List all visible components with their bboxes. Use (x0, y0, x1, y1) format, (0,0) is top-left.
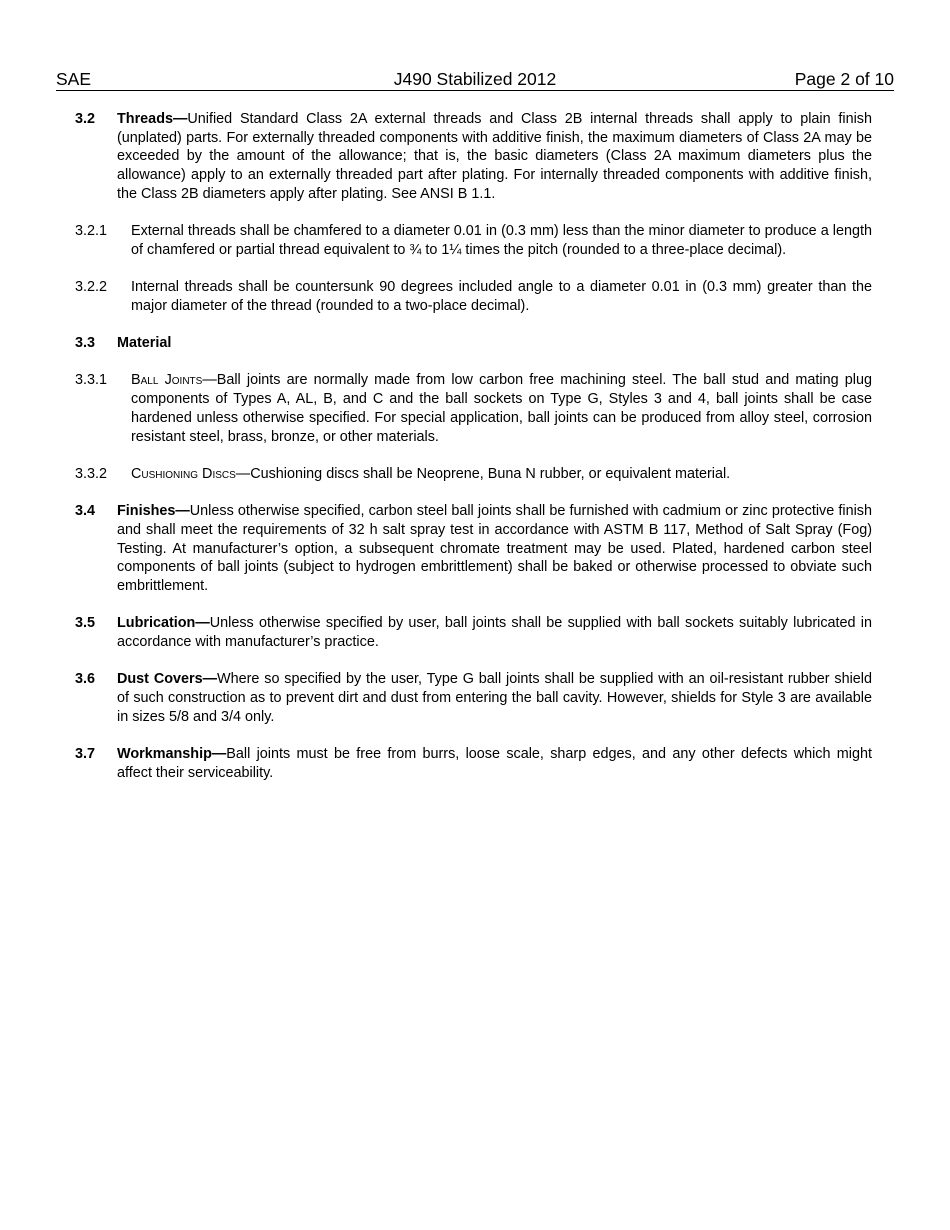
section-number: 3.2 (75, 111, 96, 127)
section-title: Dust Covers— (117, 671, 218, 688)
header-organization: SAE (56, 69, 92, 89)
section-3-4-finishes (0, 502, 950, 596)
section-number: 3.5 (75, 615, 96, 632)
section-3-6-dust-covers (0, 670, 950, 726)
section-text: —Ball joints are normally made from low carbon free machining steel. The ball stud and mating plug components of Types A, AL, B, and C and the ball sockets on Type G, Styles 3 and 4, ball joints shall be case hardened unless otherwise specified. For special application, ball joints can be produced from alloy steel, corrosion resistant steel, brass, bronze, or other materials. (131, 372, 872, 445)
section-text: Unified Standard Class 2A external threads and Class 2B internal threads shall apply to plain finish (unplated) parts. For externally threaded components with additive finish, the maximum diameters of Class 2A may be exceeded by the amount of the allowance; that is, the basic diameters (Class 2A maximum diameters plus the allowance) apply to an externally threaded part after plating. For internally threaded components with additive finish, the Class 2B diameters apply after plating. See ANSI B 1.1. (117, 111, 872, 202)
section-number: 3.4 (75, 503, 96, 520)
section-number: 3.7 (75, 745, 96, 762)
section-number: 3.3 (75, 335, 96, 352)
header-document-id: J490 Stabilized 2012 (393, 69, 557, 89)
header-page-number: Page 2 of 10 (794, 69, 894, 89)
section-title: Cushioning Discs (131, 465, 236, 482)
section-3-7-workmanship (0, 745, 950, 782)
section-title: Ball Joints (131, 372, 203, 389)
section-title: Threads— (117, 111, 188, 127)
section-title: Material (117, 335, 172, 352)
section-text: Internal threads shall be countersunk 90 degrees included angle to a diameter 0.01 in (0.3 mm) greater than the major diameter of the thread (rounded to a two-place decimal). (131, 279, 872, 314)
section-3-3-1-ball-joints (0, 371, 950, 446)
section-3-3-2-cushioning-discs (0, 465, 950, 484)
section-text: Unless otherwise specified by user, ball joints shall be supplied with ball sockets suitably lubricated in accordance with manufacturer’s practice. (117, 615, 872, 650)
section-text: Where so specified by the user, Type G ball joints shall be supplied with an oil-resistant rubber shield of such construction as to prevent dirt and dust from entering the ball cavity. However, shields for Style 3 are available in sizes 5/8 and 3/4 only. (117, 671, 872, 725)
section-3-2-2-internal-threads (0, 278, 950, 315)
section-text: Ball joints must be free from burrs, loose scale, sharp edges, and any other defects which might affect their serviceability. (117, 745, 872, 781)
section-title: Finishes— (117, 503, 190, 520)
section-text: Unless otherwise specified, carbon steel ball joints shall be furnished with cadmium or zinc protective finish and shall meet the requirements of 32 h salt spray test in accordance with ASTM B 117, Method of Salt Spray (Fog) Testing. At manufacturer’s option, a subsequent chromate treatment may be used. Plated, hardened carbon steel components of ball joints (subject to hydrogen embrittlement) shall be baked or otherwise processed to obviate such embrittlement. (117, 503, 872, 594)
section-text: —Cushioning discs shall be Neoprene, Buna N rubber, or equivalent material. (235, 465, 731, 482)
page-header (56, 68, 894, 91)
section-3-2-threads (0, 110, 950, 204)
section-number: 3.3.2 (75, 465, 108, 482)
section-text: External threads shall be chamfered to a diameter 0.01 in (0.3 mm) less than the minor diameter to produce a length of chamfered or partial thread equivalent to ¾ to 1¼ times the pitch (rounded to a three-place decimal). (131, 223, 872, 258)
section-number: 3.2.1 (75, 223, 108, 240)
section-title: Lubrication— (117, 615, 210, 632)
section-number: 3.6 (75, 671, 96, 688)
section-3-3-material (0, 334, 950, 353)
section-number: 3.3.1 (75, 372, 108, 389)
section-3-2-1-external-threads (0, 222, 950, 259)
section-title: Workmanship— (117, 745, 227, 762)
section-number: 3.2.2 (75, 279, 108, 296)
document-body (0, 110, 950, 782)
section-3-5-lubrication (0, 614, 950, 651)
